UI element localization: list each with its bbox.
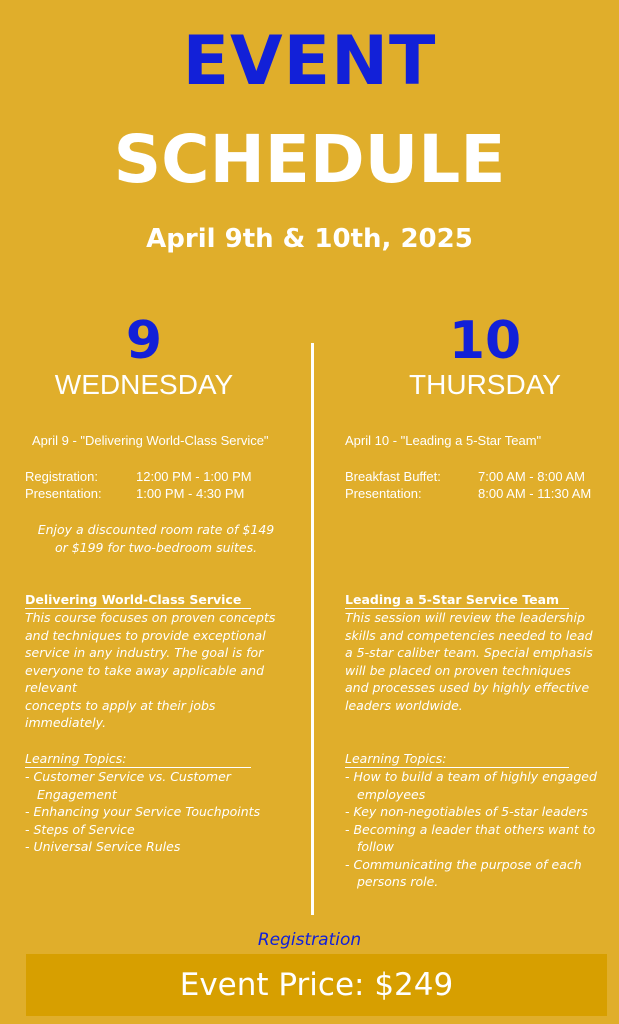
day1-presentation-label: Presentation: [25,486,102,501]
day2-desc-line: a 5-star caliber team. Special emphasis [345,645,593,660]
day2-presentation-time: 8:00 AM - 11:30 AM [478,486,592,501]
day1-topics-list [25,768,287,856]
day1-course-title: Delivering World-Class Service [25,592,251,609]
day1-presentation-time: 1:00 PM - 4:30 PM [136,486,245,501]
day2-weekday: THURSDAY [409,369,561,400]
day1-weekday: WEDNESDAY [54,369,234,400]
day2-desc-line: skills and competencies needed to lead [345,627,593,643]
day2-session-title: April 10 - "Leading a 5-Star Team" [345,433,542,448]
day1-registration-time: 12:00 PM - 1:00 PM [136,469,252,484]
title-schedule: SCHEDULE [113,121,506,198]
day1-desc-line: relevant [25,680,77,695]
title-event: EVENT [182,22,437,101]
event-dates: April 9th & 10th, 2025 [146,224,473,254]
day2-breakfast-label: Breakfast Buffet: [345,469,441,484]
day1-room-note-2: or $199 for two-bedroom suites. [54,540,258,555]
day2-number: 10 [448,311,522,371]
day1-topics-label: Learning Topics: [25,751,251,768]
price-banner [26,954,607,1016]
day2-desc-line: and processes used by highly effective [345,680,590,695]
list-item: - Communicating the purpose of each persons role. [345,856,582,889]
list-item: - Becoming a leader that others want to follow [345,821,596,854]
list-item: - Universal Service Rules [25,839,181,854]
day2-desc-line: will be placed on proven techniques [345,662,571,678]
list-item: - How to build a team of highly engaged employees [345,769,597,802]
day1-desc-line: and techniques to provide exceptional [25,627,266,643]
column-divider [311,343,314,915]
day1-desc-line: immediately. [25,715,107,730]
day2-desc-line: This session will review the leadership [345,610,585,625]
day2-description [345,609,613,714]
day2-topics-list [345,768,607,891]
day1-session-title: April 9 - "Delivering World-Class Service" [32,433,269,448]
list-item: - Steps of Service [25,821,135,837]
day2-topics-label: Learning Topics: [345,751,569,768]
day1-desc-line: concepts to apply at their jobs [25,697,216,713]
day1-description [25,609,305,732]
list-item: - Key non-negotiables of 5-star leaders [345,804,588,819]
event-price: Event Price: $249 [179,967,454,1003]
day2-desc-line: leaders worldwide. [345,697,463,713]
day1-desc-line: service in any industry. The goal is for [25,645,264,660]
day1-desc-line: everyone to take away applicable and [25,662,265,678]
day2-course-title: Leading a 5-Star Service Team [345,592,569,609]
day1-registration-label: Registration: [25,469,98,484]
list-item: - Enhancing your Service Touchpoints [25,804,261,819]
day1-desc-line: This course focuses on proven concepts [25,610,276,625]
day1-room-note-1: Enjoy a discounted room rate of $149 [37,522,275,537]
day1-number: 9 [125,311,163,371]
day2-presentation-label: Presentation: [345,486,422,501]
day2-breakfast-time: 7:00 AM - 8:00 AM [478,469,585,484]
list-item: - Customer Service vs. Customer Engagement [25,769,231,802]
registration-link[interactable]: Registration [257,930,362,950]
